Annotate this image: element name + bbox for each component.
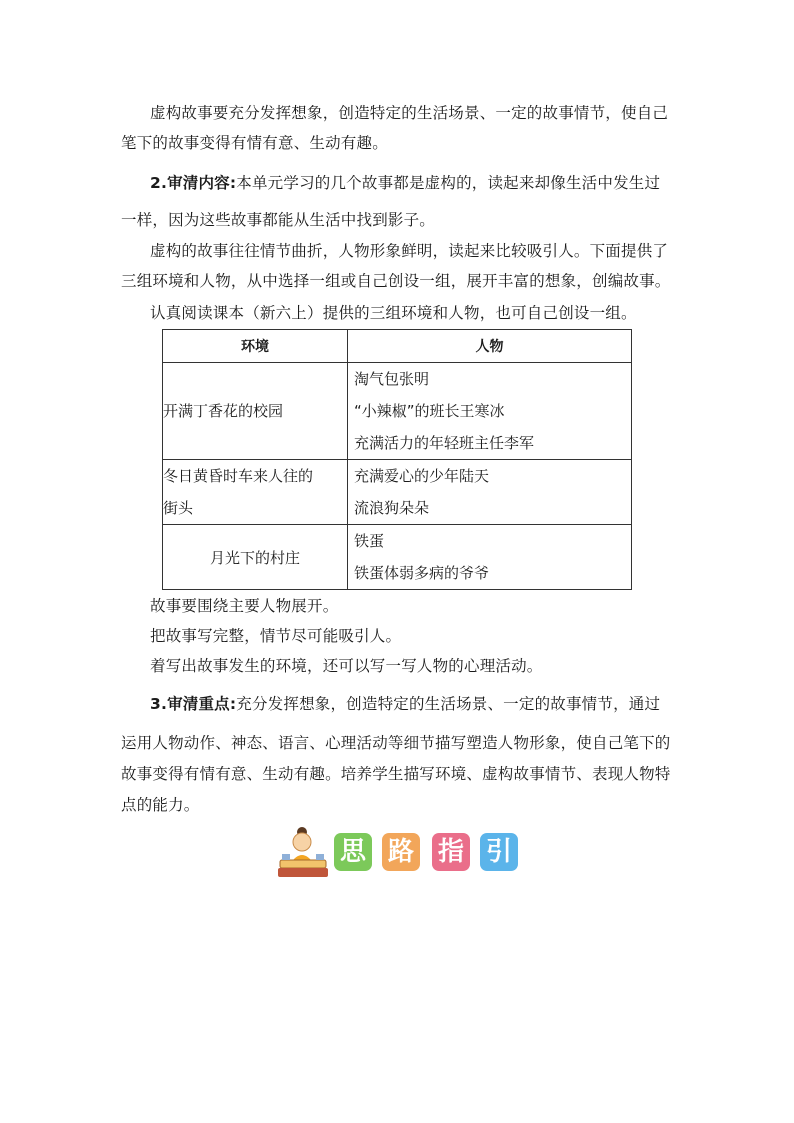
section-3-heading: 3.审清重点: [150, 695, 237, 713]
note-line-2: 把故事写完整，情节尽可能吸引人。 [150, 627, 402, 645]
section-2-line-2: 一样，因为这些故事都能从生活中找到影子。 [121, 211, 436, 229]
table-row [163, 363, 632, 460]
banner-char-zhi: 指 [432, 833, 470, 871]
table-row [163, 460, 632, 525]
table-cell-characters [348, 363, 632, 460]
section-2-heading: 2.审清内容: [150, 174, 237, 192]
table-header-characters: 人物 [348, 330, 632, 363]
banner-char-si: 思 [334, 833, 372, 871]
character-item: “小辣椒”的班长王寒冰 [354, 402, 505, 420]
banner-char-yin: 引 [480, 833, 518, 871]
character-item: 充满活力的年轻班主任李军 [354, 434, 535, 452]
section-3-line-4: 点的能力。 [121, 796, 200, 814]
note-line-3: 着写出故事发生的环境，还可以写一写人物的心理活动。 [150, 657, 543, 675]
character-item: 铁蛋 [354, 532, 385, 550]
prompt-line-2: 三组环境和人物，从中选择一组或自己创设一组，展开丰富的想象，创编故事。 [121, 272, 671, 290]
table-cell-environment [163, 460, 348, 525]
section-3-line-1 [150, 694, 660, 714]
section-2-line-1 [150, 173, 660, 193]
prompt-line-3: 认真阅读课本（新六上）提供的三组环境和人物，也可自己创设一组。 [150, 304, 637, 322]
environment-character-table [162, 329, 632, 590]
character-item: 充满爱心的少年陆天 [354, 467, 490, 485]
section-3-line-2: 运用人物动作、神态、语言、心理活动等细节描写塑造人物形象，使自己笔下的 [121, 734, 671, 752]
table-cell-characters [348, 525, 632, 590]
intro-line-2: 笔下的故事变得有情有意、生动有趣。 [121, 134, 388, 152]
character-item: 淘气包张明 [354, 370, 430, 388]
table-row [163, 525, 632, 590]
character-item: 流浪狗朵朵 [354, 499, 430, 517]
section-3-text: 充分发挥想象，创造特定的生活场景、一定的故事情节，通过 [236, 695, 661, 713]
section-3-line-3: 故事变得有情有意、生动有趣。培养学生描写环境、虚构故事情节、表现人物特 [121, 765, 671, 783]
banner-char-lu: 路 [382, 833, 420, 871]
note-line-1: 故事要围绕主要人物展开。 [150, 597, 339, 615]
section-2-text: 本单元学习的几个故事都是虚构的，读起来却像生活中发生过 [236, 174, 661, 192]
character-item: 铁蛋体弱多病的爷爷 [354, 564, 490, 582]
table-header-environment: 环境 [163, 330, 348, 363]
table-header-row [163, 330, 632, 363]
table-cell-environment: 月光下的村庄 [163, 525, 348, 590]
environment-line: 冬日黄昏时车来人往的 [163, 467, 314, 485]
reading-scholar-icon [274, 824, 332, 878]
table-cell-environment: 开满丁香花的校园 [163, 363, 348, 460]
prompt-line-1: 虚构的故事往往情节曲折，人物形象鲜明，读起来比较吸引人。下面提供了 [150, 242, 669, 260]
intro-line-1: 虚构故事要充分发挥想象，创造特定的生活场景、一定的故事情节，使自己 [150, 104, 669, 122]
table-cell-characters [348, 460, 632, 525]
environment-line: 街头 [163, 499, 194, 517]
